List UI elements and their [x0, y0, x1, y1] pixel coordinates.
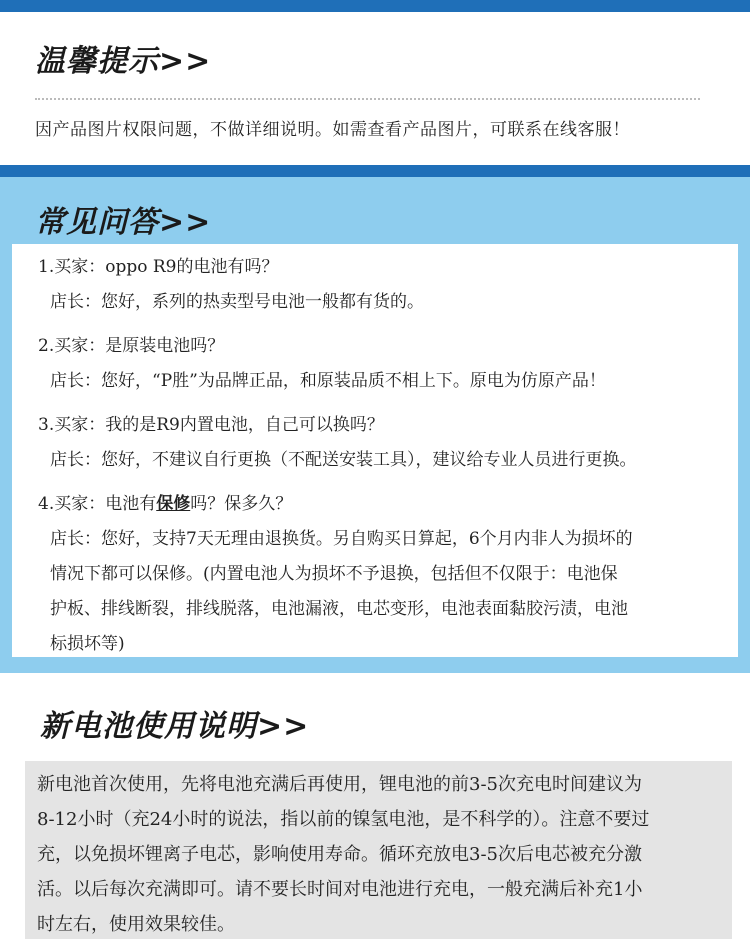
usage-title: 新电池使用说明>>	[40, 709, 310, 744]
faq-title: 常见问答>>	[35, 205, 212, 240]
faq-item-2	[12, 329, 738, 399]
tips-title: 温馨提示>>	[35, 44, 212, 79]
faq-question: 1.买家：oppo R9的电池有吗？	[38, 257, 279, 277]
faq-answer: 店长：您好，系列的热卖型号电池一般都有货的。	[50, 292, 424, 312]
usage-line: 8-12小时（充24小时的说法，指以前的镍氢电池，是不科学的）。注意不要过	[37, 809, 650, 830]
faq-answer-line: 店长：您好，支持7天无理由退换货。另自购买日算起，6个月内非人为损坏的	[50, 529, 633, 549]
faq-answer: 店长：您好，不建议自行更换（不配送安装工具），建议给专业人员进行更换。	[50, 450, 637, 470]
faq-item-3	[12, 408, 738, 478]
usage-line: 活。以后每次充满即可。请不要长时间对电池进行充电，一般充满后补充1小	[37, 879, 643, 900]
faq-item-1	[12, 250, 738, 320]
tips-section	[0, 12, 750, 155]
faq-question-prefix: 4.买家：电池有	[38, 494, 157, 514]
faq-question: 2.买家：是原装电池吗？	[38, 336, 225, 356]
warranty-emphasis: 保修	[156, 494, 191, 514]
faq-answer-line: 情况下都可以保修。(内置电池人为损坏不予退换，包括但不仅限于：电池保	[50, 564, 618, 584]
faq-section	[0, 177, 750, 673]
faq-answer: 店长：您好，“P胜”为品牌正品，和原装品质不相上下。原电为仿原产品！	[50, 371, 606, 391]
section-divider-bar	[0, 165, 750, 177]
tips-text: 因产品图片权限问题，不做详细说明。如需查看产品图片，可联系在线客服！	[35, 120, 630, 140]
usage-line: 充，以免损坏锂离子电芯，影响使用寿命。循环充放电3-5次后电芯被充分激	[37, 844, 642, 865]
usage-line: 新电池首次使用，先将电池充满后再使用，锂电池的前3-5次充电时间建议为	[37, 774, 642, 795]
faq-item-4	[12, 487, 738, 662]
faq-answer-line: 护板、排线断裂，排线脱落，电池漏液，电芯变形，电池表面黏胶污渍，电池	[50, 599, 628, 619]
usage-line: 时左右，使用效果较佳。	[37, 914, 235, 935]
faq-box	[12, 244, 738, 657]
faq-answer	[12, 522, 738, 662]
faq-question: 3.买家：我的是R9内置电池，自己可以换吗？	[38, 415, 384, 435]
usage-box	[25, 761, 732, 939]
faq-question	[12, 487, 738, 522]
faq-answer-line: 标损坏等)	[50, 634, 125, 654]
top-bar	[0, 0, 750, 12]
usage-section	[0, 673, 750, 939]
faq-question-suffix: 吗？保多久？	[190, 494, 293, 514]
